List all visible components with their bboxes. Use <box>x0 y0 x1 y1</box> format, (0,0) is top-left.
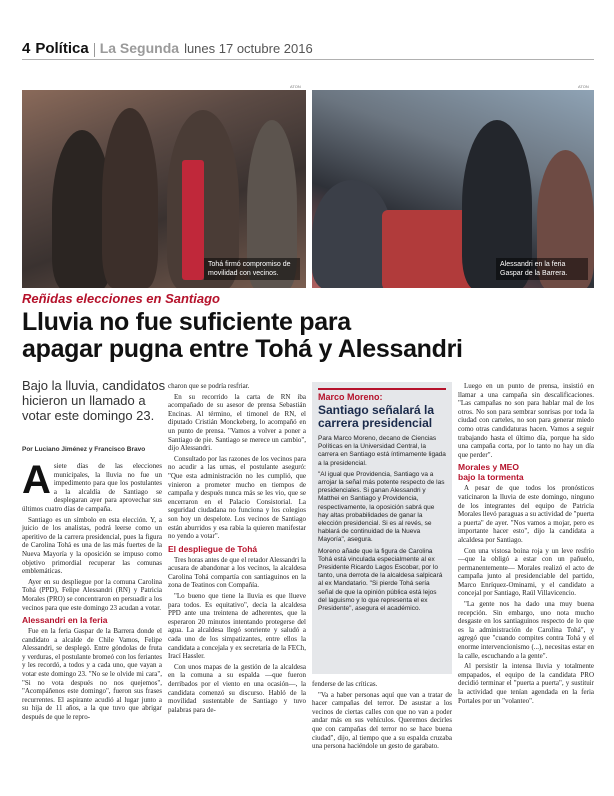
paragraph: Fue en la feria Gaspar de la Barrera donde el candidato a alcalde de Chile Vamos, Felipe Alessandri, se desplegó. Entre góndolas de fruta y verduras, el postulante bromeó con los feriantes y les recordó, a todos y a cada uno, que vayan a votar este domingo 23. "No se le olvide mi cara", "Si no vota después no nos quejemos", "Acompáñenos este domingo", fueron sus frases recurrentes. El aspirante acudió al lugar junto a su hija de 11 años, a la que tuvo que abrigar después de que le repro- <box>22 627 162 722</box>
photo-caption-left: Tohá firmó compromiso de movilidad con vecinos. <box>204 258 300 280</box>
subhead-line-1: Morales y MEO <box>458 462 519 473</box>
paragraph: fenderse de las críticas. <box>312 680 378 688</box>
article-column-2 <box>168 382 306 716</box>
header-divider <box>94 43 95 57</box>
paragraph: Santiago es un símbolo en esta elección. Y, a juicio de los analistas, podrá leerse como un aperitivo de la carrera presidencial, pues la figura de Carolina Tohá es una de las más fuertes de la Nueva Mayoría y la oposición se impuso como objetivo primordial recuperar las comunas emblemáticas. <box>22 515 162 576</box>
drop-cap: A <box>22 458 51 502</box>
box-kicker: Marco Moreno: <box>318 388 446 402</box>
paragraph: Ayer en su despliegue por la comuna Carolina Tohá (PPD), Felipe Alessandri (RN) y Patricia Morales (PRO) se concentraron en persuadir a los vecinos para que este domingo 23 acudan a votar. <box>22 577 162 612</box>
paragraph: A pesar de que todos los pronósticos vaticinaron la lluvia de este domingo, ninguno de los integrantes del equipo de Patricia Morales llevó paraguas a su actividad de "puerta a puerta" de ayer. "Nos vamos a mojar, pero es importante hacer esto", dijo la candidata a alcaldesa por Santiago. <box>458 484 595 544</box>
subhead-line-2: bajo la tormenta <box>458 472 524 483</box>
subhead-morales <box>458 462 594 482</box>
publication-date: lunes 17 octubre 2016 <box>184 41 313 56</box>
paragraph: Con unos mapas de la gestión de la alcaldesa en la comuna a su espalda —que fueron derribados por el viento en una ocasión—, la candidata comenzó su discurso. Habló de la movilidad sustentable de Santiago y tuvo palabras para de- <box>168 662 306 714</box>
page-header <box>22 40 594 60</box>
page-number: 4 <box>22 40 31 57</box>
paragraph: Con una vistosa boina roja y un leve resfrío —que la obligó a estar con un pañuelo, permanentemente— Morales realizó el acto de campaña junto al presidenciable del partido, Marco Enríquez-Ominami, y el candidato a concejal por Santiago, Raúl Villavicencio. <box>458 546 594 598</box>
paragraph: "La gente nos ha dado una muy buena recepción. Sin embargo, uno nota mucho desgaste en los santiaguinos respecto de lo que es la administración de Carolina Tohá", y agregó que "cuando compites contra Tohá y el enorme intervencionismo (...), necesitas estar en la calle, escuchando a la gente". <box>458 600 594 660</box>
article-column-3 <box>458 382 594 707</box>
paragraph: En su recorrido la carta de RN iba acompañado de su asesor de prensa Sebastián Encinas. Al término, el timonel de RN, el diputado Cristián Monckeberg, lo acompañó en un punto de prensa. "Vamos a volver a poner a Santiago de pie. Santiago se merece un cambio", dijo Alessandri. <box>168 392 306 453</box>
paragraph: Para Marco Moreno, decano de Ciencias Políticas en la Universidad Central, la carrera en Santiago está íntimamente ligada a la presidencial. <box>318 435 446 467</box>
paragraph: Asiete días de las elecciones municipales, la lluvia no fue un impedimento para que los postulantes a la alcaldía de Santiago se desplegaran ayer para aprovechar sus últimos cuatro días de campaña. <box>22 458 162 513</box>
photo-credit-right: ATON <box>578 84 589 89</box>
article-column-1 <box>22 458 162 724</box>
paragraph: "Lo bueno que tiene la lluvia es que llueve para todos. Es equitativo", decía la alcaldesa PPD ante una treintena de adherentes, que la esperaron 20 minutos intentando protegerse del agua. La alcaldesa llegó sonriente y saludó a cada uno de los simpatizantes, entre ellos la candidata a concejala y ex secretaria de la FECh, Irací Hassler. <box>168 592 306 661</box>
article-column-2b <box>312 680 452 753</box>
paragraph: Al persistir la intensa lluvia y totalmente empapados, el equipo de la candidata PRO decidió terminar el "puerta a puerta", y sustituir la actividad que tenían agendada en la feria Portales por un "volanteo". <box>458 662 594 705</box>
photo-caption-right: Alessandri en la feria Gaspar de la Barrera. <box>496 258 588 280</box>
box-body <box>318 435 446 613</box>
box-title: Santiago señalará la carrera presidencial <box>318 403 435 430</box>
photo-alessandri <box>312 90 594 288</box>
sidebar-box-moreno <box>312 382 452 674</box>
paragraph: Consultado por las razones de los vecinos para no acudir a las urnas, el postulante aseguró: "Que esta administración no les cumplió, que vinieron a prometer mucho en tiempos de campaña y después nunca más se les vio, que se encerraron en el Palacio Consistorial. La seguridad ciudadana no funciona y los colegios son hoy un despelote. Los vecinos de Santiago están aburridos y esa rabia la quieren manifestar no yendo a votar". <box>168 454 306 541</box>
article-deck: Bajo la lluvia, candidatos hicieron un llamado a votar este domingo 23. <box>22 378 166 423</box>
article-kicker: Reñidas elecciones en Santiago <box>22 291 220 306</box>
headline-line-2: apagar pugna entre Tohá y Alessandri <box>22 335 463 363</box>
paragraph: Luego en un punto de prensa, insistió en llamar a una campaña sin descalificaciones. "Las campañas no son para hablar mal de los otros. No son para sembrar sonrisas por toda la ciudad con carteles, no son para generar miedo como otras candidaturas hacen. Vamos a seguir trabajando hasta el último día, porque ha sido una campaña corta, por lo tanto no hay un día que perder". <box>458 382 594 459</box>
paragraph: Moreno añade que la figura de Carolina Tohá está vinculada especialmente al ex Presidente Ricardo Lagos Escobar, por lo tanto, una derrota de la alcaldesa salpicará al ex Mandatario. "Si pierde Tohá sería señal de que la opinión pública está lejos del laguismo y lo que representa el ex Presidente", asegura el académico. <box>318 547 443 613</box>
paragraph: charon que se podría resfriar. <box>168 382 250 390</box>
article-byline: Por Luciano Jiménez y Francisco Bravo <box>22 446 146 453</box>
subhead-toha: El despliegue de Tohá <box>168 543 258 554</box>
article-headline <box>22 309 594 363</box>
paragraph: Tres horas antes de que el retador Alessandri la acusara de abandonar a los vecinos, la alcaldesa Carolina Tohá compartía con santiaguinos en la zona de Teatinos con Compañía. <box>168 555 306 590</box>
paragraph: "Va a haber personas aquí que van a tratar de hacer campañas del terror. De asustar a los vecinos de ciertas calles con que no van a poder andar más en sus vehículos. Queremos decirles que con campañas del terror no se hace buena ciudad", dijo, al tiempo que a su espalda cruzaba una persona haciéndole un gesto de garabato. <box>312 690 452 751</box>
photo-credit-left: ATON <box>290 84 301 89</box>
headline-line-1: Lluvia no fue suficiente para <box>22 308 351 336</box>
photo-toha <box>22 90 306 288</box>
paragraph: "Al igual que Providencia, Santiago va a arrojar la señal más potente respecto de las presidenciales. Si ganan Alessandri y Matthei en Santiago y Providencia, respectivamente, la oposición sabrá que hay altas probabilidades de ganar la elección presidencial. Si es al revés, se hablará de continuidad de la Nueva Mayoría", asegura. <box>318 470 445 544</box>
publication-name: La Segunda <box>99 40 180 56</box>
section-name: Política <box>35 40 89 57</box>
subhead-alessandri: Alessandri en la feria <box>22 615 108 626</box>
